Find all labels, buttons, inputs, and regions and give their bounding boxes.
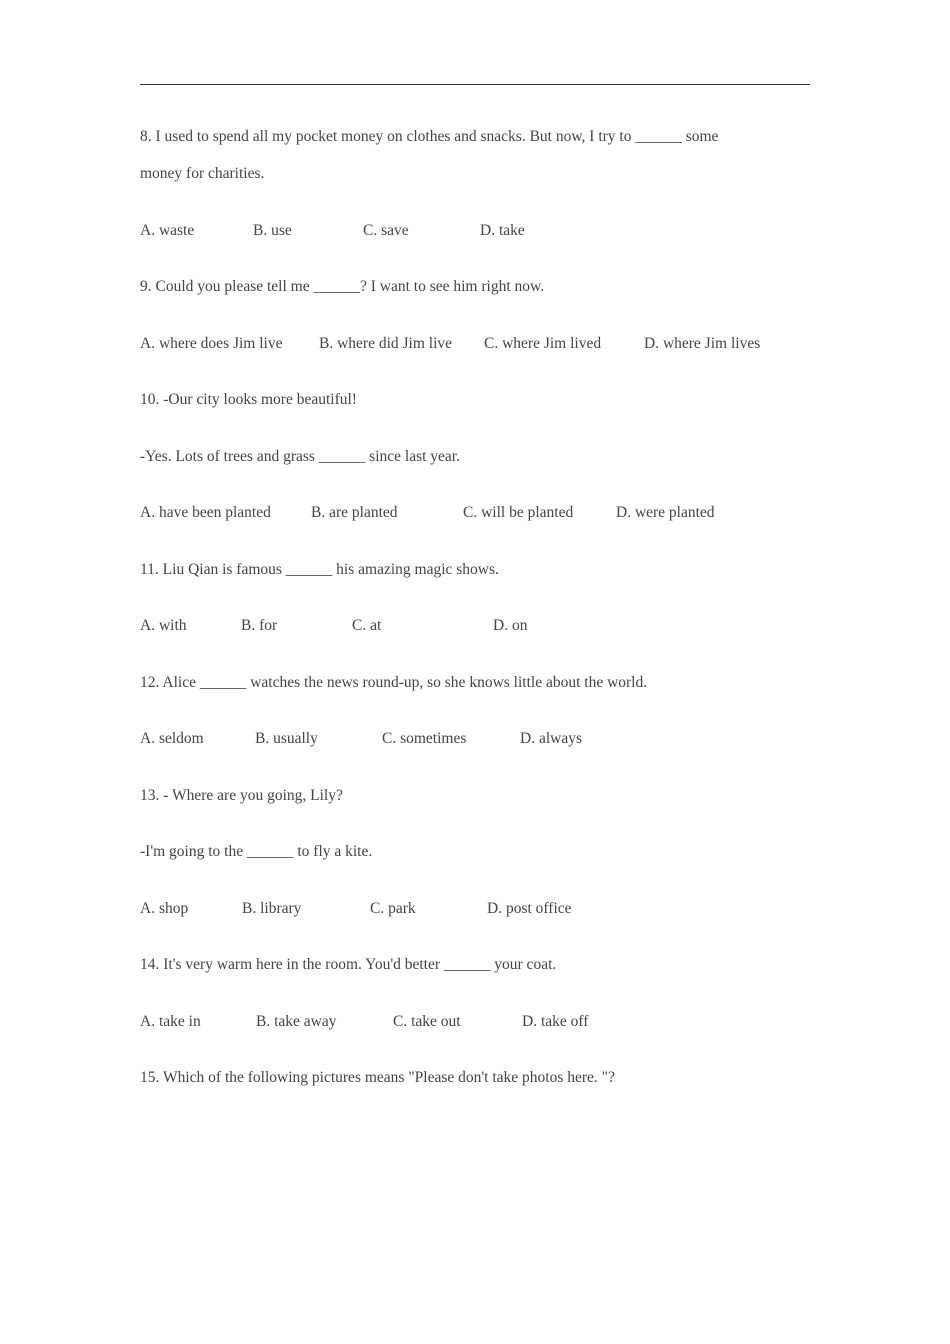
- question-8-option-a: A. waste: [140, 222, 195, 239]
- question-15-text: 15. Which of the following pictures means "Please don't take photos here. "?: [140, 1069, 615, 1086]
- question-9-option-c: C. where Jim lived: [484, 335, 602, 352]
- question-10-text-line-2: -Yes. Lots of trees and grass ______ since last year.: [140, 448, 460, 465]
- question-13-option-b: B. library: [242, 900, 302, 917]
- question-11-option-b: B. for: [241, 617, 278, 634]
- question-13-option-d: D. post office: [487, 900, 572, 917]
- question-12-option-b: B. usually: [255, 730, 318, 747]
- question-14-option-d: D. take off: [522, 1013, 589, 1030]
- question-12-text: 12. Alice ______ watches the news round-up, so she knows little about the world.: [140, 674, 648, 691]
- question-13-text-line-2: -I'm going to the ______ to fly a kite.: [140, 843, 373, 860]
- question-11-option-c: C. at: [352, 617, 382, 634]
- question-8-option-d: D. take: [480, 222, 525, 239]
- question-12-option-c: C. sometimes: [382, 730, 467, 747]
- question-8-text-line-1: 8. I used to spend all my pocket money on clothes and snacks. But now, I try to ______ some: [140, 128, 719, 145]
- question-9-option-d: D. where Jim lives: [644, 335, 761, 352]
- question-11-option-a: A. with: [140, 617, 187, 634]
- question-13-option-a: A. shop: [140, 900, 189, 917]
- question-11-text: 11. Liu Qian is famous ______ his amazing magic shows.: [140, 561, 499, 578]
- question-10-text-line-1: 10. -Our city looks more beautiful!: [140, 391, 357, 408]
- question-14-option-a: A. take in: [140, 1013, 201, 1030]
- question-9-text: 9. Could you please tell me ______? I want to see him right now.: [140, 278, 545, 295]
- question-10-option-a: A. have been planted: [140, 504, 271, 521]
- question-12-option-a: A. seldom: [140, 730, 204, 747]
- question-14-text: 14. It's very warm here in the room. You'd better ______ your coat.: [140, 956, 557, 973]
- question-10-option-d: D. were planted: [616, 504, 715, 521]
- question-13-text-line-1: 13. - Where are you going, Lily?: [140, 787, 343, 804]
- question-9-option-b: B. where did Jim live: [319, 335, 453, 352]
- question-8-option-c: C. save: [363, 222, 409, 239]
- question-8-option-b: B. use: [253, 222, 292, 239]
- question-11-option-d: D. on: [493, 617, 528, 634]
- question-12-option-d: D. always: [520, 730, 582, 747]
- question-14-option-c: C. take out: [393, 1013, 461, 1030]
- question-8-text-line-2: money for charities.: [140, 165, 265, 182]
- question-10-option-b: B. are planted: [311, 504, 398, 521]
- question-14-option-b: B. take away: [256, 1013, 337, 1030]
- question-13-option-c: C. park: [370, 900, 416, 917]
- question-9-option-a: A. where does Jim live: [140, 335, 283, 352]
- header-rule: [140, 84, 810, 85]
- question-10-option-c: C. will be planted: [463, 504, 574, 521]
